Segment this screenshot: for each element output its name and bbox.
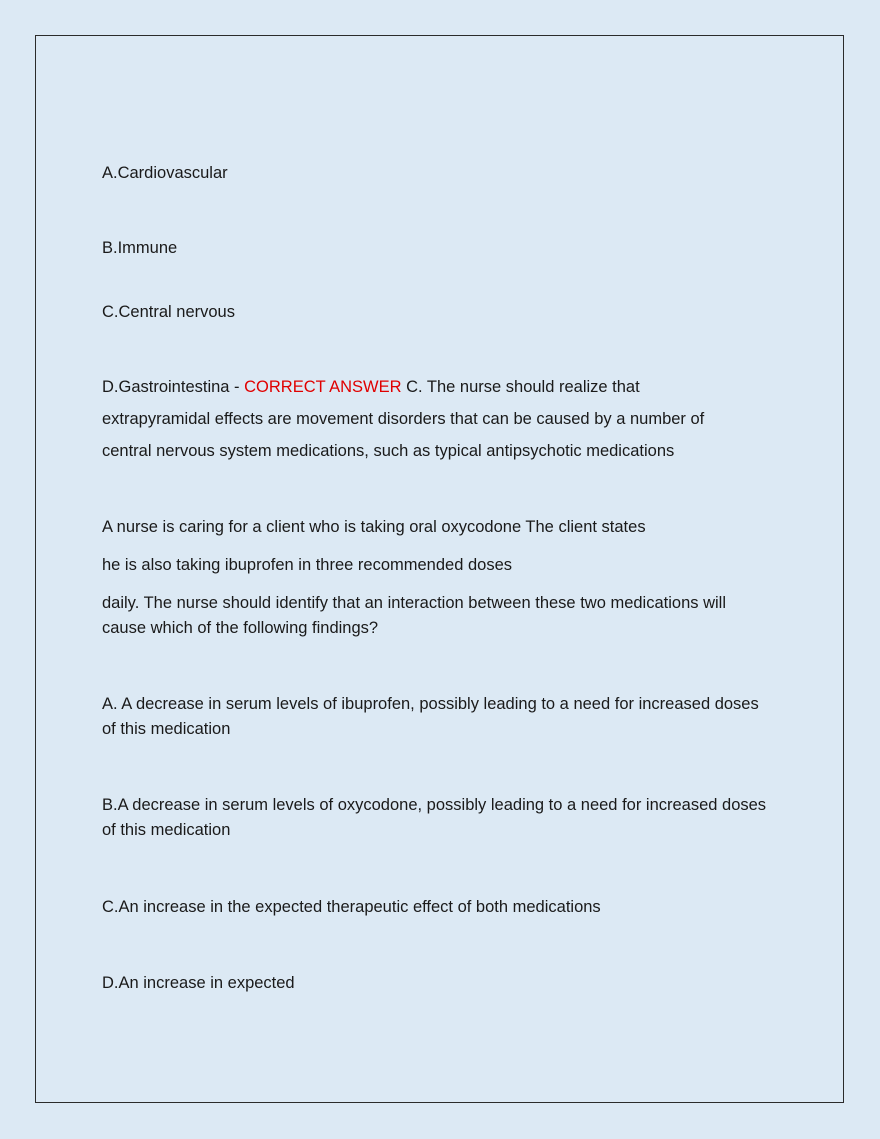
q1-option-d — [102, 375, 772, 400]
q1-explanation-line3: central nervous system medications, such as typical antipsychotic medications — [102, 442, 675, 460]
q1-option-d-text: D.Gastrointestina - — [102, 378, 245, 396]
q2-option-a: A. A decrease in serum levels of ibuprofen, possibly leading to a need for increased doses of this medication — [102, 695, 759, 738]
q2-stem-line3: daily. The nurse should identify that an interaction between these two medications will cause which of the following findings? — [102, 594, 726, 637]
q2-stem-line2: he is also taking ibuprofen in three recommended doses — [102, 556, 512, 574]
q1-answer-start: C. The nurse should realize that — [401, 378, 640, 396]
q1-option-c: C.Central nervous — [102, 303, 235, 321]
q2-option-c: C.An increase in the expected therapeutic effect of both medications — [102, 898, 601, 916]
q1-option-a: A.Cardiovascular — [102, 164, 228, 182]
q1-option-b: B.Immune — [102, 239, 178, 257]
correct-answer-label: CORRECT ANSWER — [244, 378, 402, 396]
q2-stem-line1: A nurse is caring for a client who is taking oral oxycodone The client states — [102, 518, 646, 536]
q2-option-d: D.An increase in expected — [102, 974, 295, 992]
q1-explanation-line2: extrapyramidal effects are movement disorders that can be caused by a number of — [102, 410, 705, 428]
q2-option-b: B.A decrease in serum levels of oxycodone, possibly leading to a need for increased doses of this medication — [102, 796, 767, 839]
